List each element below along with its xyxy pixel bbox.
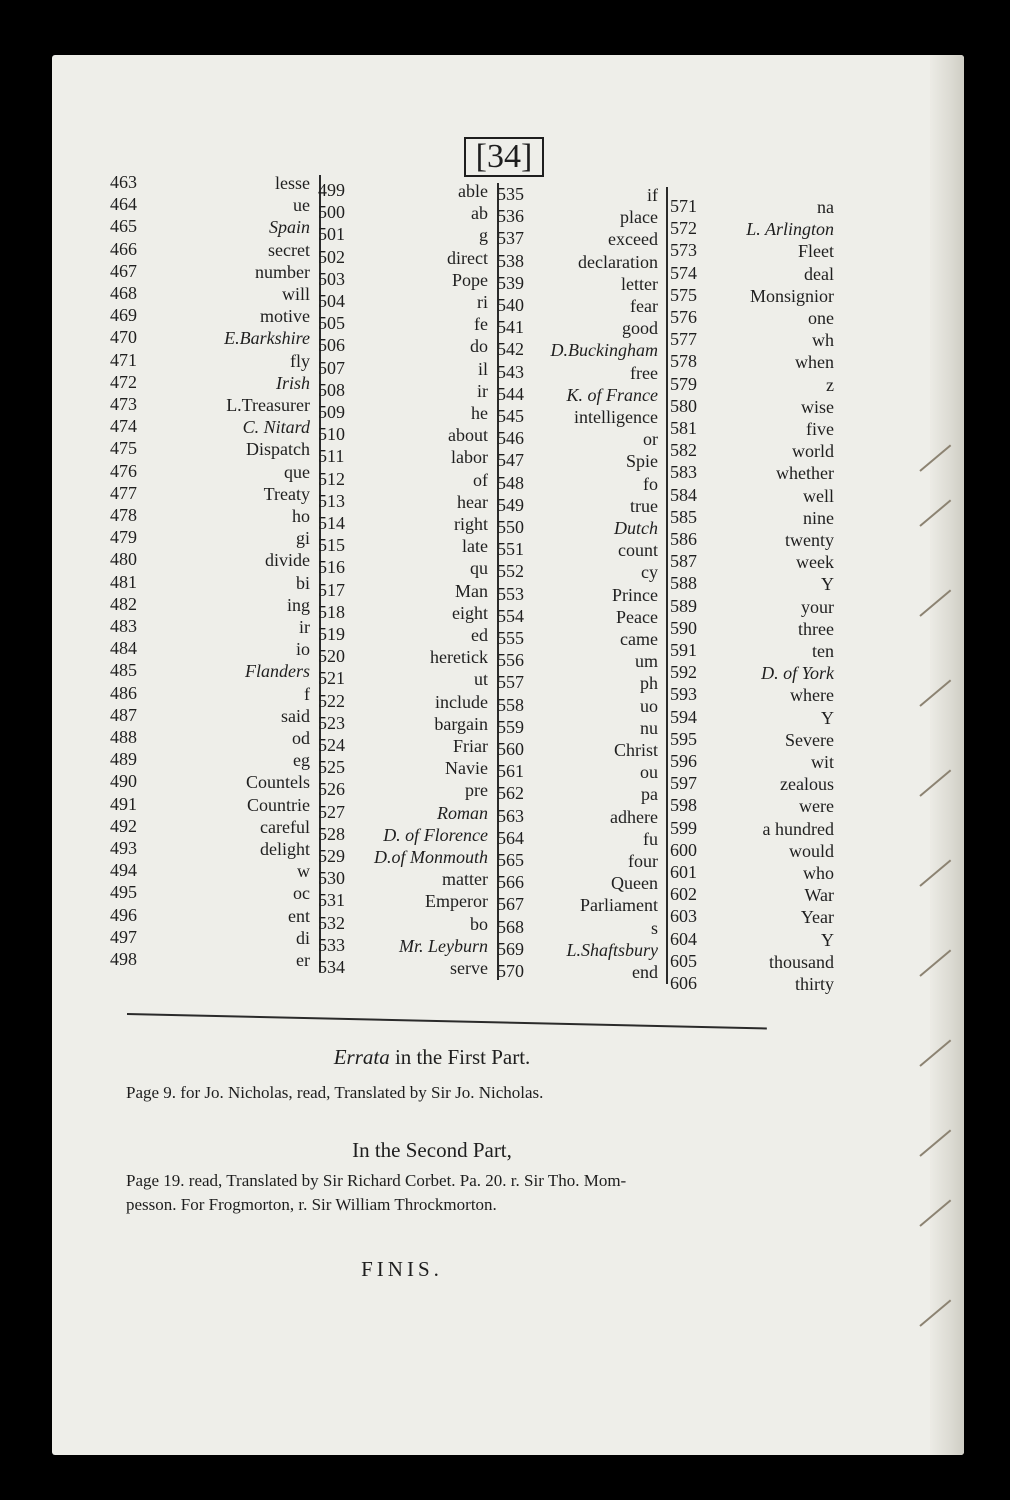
cipher-word: Severe <box>785 729 834 750</box>
cipher-number: 590 <box>670 617 697 638</box>
cipher-number: 497 <box>110 926 137 947</box>
cipher-word: Emperor <box>425 891 488 912</box>
cipher-number: 490 <box>110 771 137 792</box>
cipher-number: 534 <box>318 957 345 977</box>
cipher-number: 518 <box>318 601 345 622</box>
cipher-number: 596 <box>670 751 697 771</box>
cipher-word: matter <box>442 869 488 890</box>
cipher-number: 554 <box>497 605 524 626</box>
cipher-number: 482 <box>110 593 137 614</box>
cipher-word: D.of Monmouth <box>374 847 488 867</box>
cipher-word: wit <box>810 752 834 772</box>
cipher-number: 505 <box>318 313 345 334</box>
cipher-word: wh <box>812 330 834 351</box>
second-part-heading: In the Second Part, <box>352 1138 512 1162</box>
cipher-word: motive <box>260 306 310 327</box>
cipher-number: 582 <box>670 440 697 461</box>
cipher-number: 473 <box>110 394 137 414</box>
cipher-word: whether <box>776 463 834 484</box>
cipher-word: able <box>458 181 488 201</box>
cipher-word: eg <box>293 750 310 771</box>
cipher-number: 525 <box>318 757 345 778</box>
cipher-number: 528 <box>318 823 345 844</box>
cipher-number: 573 <box>670 240 697 261</box>
cipher-word: Y <box>821 929 834 950</box>
cipher-number: 467 <box>110 260 137 281</box>
cipher-number: 538 <box>497 250 524 271</box>
cipher-number: 547 <box>497 450 524 471</box>
cipher-word: Y <box>821 707 834 728</box>
cipher-word: Irish <box>275 372 310 393</box>
cipher-number: 481 <box>110 571 137 592</box>
cipher-number: 564 <box>497 827 524 848</box>
cipher-number: 515 <box>318 535 345 556</box>
cipher-number: 589 <box>670 595 697 616</box>
cipher-number: 549 <box>497 494 524 515</box>
cipher-word: ir <box>477 380 488 401</box>
cipher-word: Spie <box>625 451 658 472</box>
cipher-word: adhere <box>610 806 658 827</box>
cipher-number: 480 <box>110 549 137 570</box>
cipher-word: Y <box>821 574 834 595</box>
cipher-number: 491 <box>110 793 137 814</box>
cipher-number: 600 <box>670 839 697 860</box>
cipher-number: 569 <box>497 938 524 959</box>
cipher-number: 486 <box>110 682 137 703</box>
cipher-word: Monsignior <box>749 285 834 306</box>
cipher-number: 503 <box>318 268 345 289</box>
cipher-word: bi <box>295 572 310 593</box>
cipher-number: 566 <box>497 872 524 893</box>
cipher-word: Roman <box>437 802 488 823</box>
errata-line-1: Page 9. for Jo. Nicholas, read, Translated by Sir Jo. Nicholas. <box>126 1083 544 1102</box>
cipher-word: will <box>281 284 310 304</box>
cipher-word: deal <box>804 263 834 284</box>
cipher-word: pre <box>465 780 488 801</box>
cipher-number: 552 <box>497 561 524 582</box>
cipher-word: declaration <box>578 251 658 272</box>
cipher-word: place <box>620 207 658 228</box>
cipher-word: Dispatch <box>246 439 310 460</box>
cipher-word: letter <box>621 273 658 294</box>
cipher-number: 542 <box>497 339 524 360</box>
cipher-number: 470 <box>110 327 137 348</box>
cipher-number: 592 <box>670 662 697 683</box>
cipher-word: true <box>630 495 658 516</box>
cipher-word: ten <box>812 641 834 661</box>
cipher-number: 545 <box>497 406 524 426</box>
cipher-word: of <box>473 469 488 490</box>
cipher-word: ph <box>640 673 658 694</box>
cipher-number: 553 <box>497 583 524 604</box>
cipher-word: gi <box>295 528 310 549</box>
cipher-word: fu <box>643 828 658 849</box>
cipher-word: w <box>297 861 310 882</box>
cipher-word: cy <box>641 562 658 583</box>
cipher-number: 568 <box>497 916 524 937</box>
cipher-number: 478 <box>110 505 137 525</box>
cipher-number: 562 <box>497 783 524 804</box>
cipher-number: 540 <box>497 295 524 315</box>
cipher-word: uo <box>640 695 658 716</box>
cipher-word: four <box>628 851 658 871</box>
cipher-number: 578 <box>670 351 697 372</box>
cipher-word: good <box>622 318 658 339</box>
cipher-word: nine <box>803 507 834 528</box>
cipher-word: three <box>798 618 834 639</box>
cipher-word: ed <box>471 625 488 645</box>
cipher-word: were <box>799 796 834 817</box>
cipher-number: 521 <box>318 668 345 689</box>
cipher-word: Christ <box>613 740 658 760</box>
cipher-word: fo <box>643 473 658 494</box>
cipher-word: one <box>808 308 834 328</box>
cipher-word: bargain <box>434 713 488 734</box>
cipher-number: 471 <box>110 349 137 370</box>
cipher-word: E.Barkshire <box>224 328 310 349</box>
cipher-word: zealous <box>780 774 834 795</box>
cipher-number: 500 <box>318 202 345 223</box>
cipher-number: 576 <box>670 307 697 327</box>
cipher-word: il <box>477 358 488 379</box>
cipher-word: twenty <box>785 530 834 550</box>
cipher-word: came <box>620 629 658 649</box>
cipher-number: 496 <box>110 904 137 925</box>
cipher-number: 555 <box>497 628 524 648</box>
cipher-number: 509 <box>318 402 345 422</box>
cipher-number: 506 <box>318 335 345 356</box>
errata-line-2: Page 19. read, Translated by Sir Richard Corbet. Pa. 20. r. Sir Tho. Mom- <box>126 1171 627 1190</box>
cipher-number: 483 <box>110 616 137 636</box>
cipher-word: D. of York <box>761 663 834 684</box>
cipher-number: 605 <box>670 950 697 971</box>
cipher-word: bo <box>470 913 488 934</box>
cipher-word: Year <box>800 907 834 928</box>
cipher-number: 574 <box>670 262 697 283</box>
cipher-word: Friar <box>453 736 488 756</box>
cipher-word: ing <box>286 594 310 615</box>
cipher-word: fly <box>290 350 310 371</box>
cipher-number: 531 <box>318 890 345 911</box>
cipher-word: would <box>789 840 834 861</box>
cipher-number: 558 <box>497 694 524 715</box>
errata-line-3: pesson. For Frogmorton, r. Sir William Throckmorton. <box>126 1195 497 1214</box>
cipher-word: Spain <box>268 217 310 238</box>
cipher-number: 570 <box>497 961 524 981</box>
cipher-word: s <box>650 917 658 938</box>
cipher-number: 479 <box>110 527 137 548</box>
cipher-word: Navie <box>445 758 488 779</box>
table-divider <box>127 1013 767 1030</box>
cipher-number: 519 <box>318 624 345 644</box>
cipher-number: 604 <box>670 928 697 949</box>
cipher-number: 580 <box>670 395 697 416</box>
cipher-word: late <box>462 536 488 557</box>
cipher-word: hear <box>457 491 488 512</box>
cipher-number: 524 <box>318 735 345 755</box>
cipher-word: who <box>803 863 834 883</box>
cipher-word: said <box>281 705 310 726</box>
cipher-word: he <box>471 403 488 423</box>
cipher-word: ent <box>288 905 310 926</box>
cipher-number: 585 <box>670 506 697 527</box>
cipher-word: Prince <box>612 584 658 605</box>
cipher-word: count <box>618 540 658 561</box>
cipher-word: number <box>255 261 310 282</box>
cipher-number: 544 <box>497 383 524 404</box>
cipher-word: secret <box>268 239 310 260</box>
cipher-word: ab <box>471 203 488 224</box>
cipher-number: 499 <box>318 180 345 200</box>
cipher-number: 537 <box>497 228 524 249</box>
cipher-number: 543 <box>497 361 524 382</box>
cipher-number: 601 <box>670 862 697 882</box>
cipher-word: Dutch <box>614 518 658 538</box>
cipher-number: 533 <box>318 934 345 955</box>
cipher-word: divide <box>265 550 310 571</box>
cipher-number: 502 <box>318 246 345 267</box>
cipher-number: 510 <box>318 424 345 445</box>
cipher-number: 599 <box>670 817 697 838</box>
cipher-word: ou <box>640 762 658 783</box>
cipher-number: 606 <box>670 973 697 993</box>
cipher-word: exceed <box>608 229 658 250</box>
cipher-word: C. Nitard <box>242 417 310 438</box>
finis: FINIS. <box>361 1257 443 1281</box>
cipher-number: 527 <box>318 801 345 822</box>
cipher-word: fe <box>474 314 488 335</box>
cipher-word: eight <box>452 602 488 623</box>
cipher-word: oc <box>293 883 310 904</box>
cipher-number: 508 <box>318 379 345 400</box>
cipher-number: 494 <box>110 860 137 881</box>
cipher-number: 465 <box>110 216 137 237</box>
cipher-number: 583 <box>670 462 697 483</box>
cipher-word: ri <box>477 292 488 312</box>
cipher-word: io <box>295 639 310 660</box>
cipher-number: 577 <box>670 329 697 350</box>
cipher-word: intelligence <box>574 407 658 427</box>
cipher-number: 561 <box>497 761 524 782</box>
cipher-word: Treaty <box>263 483 310 504</box>
cipher-word: g <box>479 225 488 246</box>
cipher-number: 514 <box>318 513 345 533</box>
cipher-word: thousand <box>769 951 834 972</box>
cipher-number: 512 <box>318 468 345 489</box>
cipher-number: 595 <box>670 728 697 749</box>
cipher-number: 477 <box>110 482 137 503</box>
cipher-number: 594 <box>670 706 697 727</box>
cipher-number: 516 <box>318 557 345 578</box>
cipher-number: 551 <box>497 539 524 560</box>
cipher-number: 591 <box>670 640 697 660</box>
cipher-number: 529 <box>318 846 345 866</box>
cipher-number: 523 <box>318 712 345 733</box>
cipher-word: about <box>448 425 488 446</box>
errata-heading: Errata in the First Part. <box>333 1045 531 1069</box>
cipher-number: 536 <box>497 206 524 227</box>
cipher-word: week <box>796 552 834 573</box>
cipher-word: a hundred <box>762 818 834 839</box>
cipher-word: lesse <box>275 173 310 193</box>
cipher-number: 587 <box>670 551 697 572</box>
cipher-word: ue <box>293 195 310 216</box>
cipher-word: end <box>632 962 658 982</box>
cipher-number: 492 <box>110 815 137 836</box>
cipher-number: 539 <box>497 272 524 293</box>
cipher-number: 487 <box>110 704 137 725</box>
cipher-number: 522 <box>318 690 345 711</box>
cipher-word: z <box>826 374 834 395</box>
cipher-word: Man <box>455 580 488 601</box>
cipher-number: 586 <box>670 529 697 549</box>
cipher-word: right <box>454 514 488 534</box>
cipher-word: qu <box>470 558 488 579</box>
cipher-number: 484 <box>110 638 137 659</box>
cipher-number: 563 <box>497 805 524 826</box>
cipher-number: 602 <box>670 884 697 905</box>
cipher-number: 475 <box>110 438 137 459</box>
cipher-word: fear <box>630 296 658 316</box>
cipher-word: include <box>435 691 488 712</box>
cipher-number: 485 <box>110 660 137 681</box>
cipher-number: 468 <box>110 283 137 303</box>
cipher-number: 463 <box>110 172 137 192</box>
cipher-number: 469 <box>110 305 137 326</box>
cipher-word: five <box>806 419 834 439</box>
cipher-number: 559 <box>497 716 524 737</box>
cipher-word: direct <box>447 247 488 268</box>
cipher-word: Pope <box>452 269 488 290</box>
cipher-number: 501 <box>318 224 345 245</box>
cipher-word: ut <box>473 669 488 690</box>
cipher-word: labor <box>451 447 488 468</box>
cipher-word: um <box>634 651 658 672</box>
cipher-number: 466 <box>110 238 137 259</box>
cipher-word: heretick <box>430 647 488 668</box>
cipher-word: War <box>804 885 834 906</box>
cipher-word: er <box>296 950 310 970</box>
cipher-word: careful <box>260 816 310 837</box>
cipher-number: 584 <box>670 484 697 505</box>
cipher-number: 517 <box>318 579 345 600</box>
cipher-number: 557 <box>497 672 524 693</box>
cipher-word: Fleet <box>798 241 834 262</box>
cipher-word: na <box>817 197 834 217</box>
cipher-word: L. Arlington <box>746 219 834 240</box>
cipher-number: 489 <box>110 749 137 770</box>
cipher-word: L.Treasurer <box>226 395 310 415</box>
cipher-number: 548 <box>497 472 524 493</box>
cipher-word: if <box>647 185 658 205</box>
cipher-word: ir <box>299 617 310 637</box>
cipher-number: 513 <box>318 490 345 511</box>
cipher-number: 581 <box>670 418 697 438</box>
cipher-word: ho <box>292 506 310 526</box>
cipher-number: 495 <box>110 882 137 903</box>
cipher-word: Parliament <box>580 895 658 916</box>
cipher-number: 530 <box>318 868 345 889</box>
cipher-number: 493 <box>110 838 137 858</box>
cipher-number: 532 <box>318 912 345 933</box>
cipher-number: 526 <box>318 779 345 800</box>
cipher-number: 550 <box>497 517 524 537</box>
book-page <box>52 55 964 1455</box>
cipher-number: 571 <box>670 196 697 216</box>
page-binding-edge <box>930 55 964 1455</box>
cipher-word: your <box>801 596 834 617</box>
cipher-word: Mr. Leyburn <box>399 935 488 956</box>
cipher-word: que <box>284 461 310 482</box>
cipher-word: wise <box>801 396 834 417</box>
cipher-number: 572 <box>670 218 697 239</box>
cipher-word: pa <box>641 784 658 805</box>
cipher-number: 507 <box>318 357 345 378</box>
page-number: [34] <box>464 137 544 177</box>
cipher-word: Countrie <box>247 794 310 815</box>
cipher-word: Countels <box>245 772 310 793</box>
cipher-number: 535 <box>497 184 524 204</box>
cipher-number: 556 <box>497 650 524 671</box>
cipher-word: well <box>803 485 834 506</box>
cipher-word: delight <box>260 839 310 859</box>
cipher-number: 464 <box>110 194 137 215</box>
cipher-number: 603 <box>670 906 697 927</box>
cipher-word: serve <box>450 958 488 978</box>
cipher-number: 579 <box>670 373 697 394</box>
cipher-number: 488 <box>110 727 137 747</box>
cipher-number: 575 <box>670 284 697 305</box>
cipher-word: world <box>792 441 834 462</box>
cipher-word: f <box>304 683 310 704</box>
cipher-word: when <box>795 352 834 373</box>
cipher-number: 476 <box>110 460 137 481</box>
cipher-word: do <box>470 336 488 357</box>
cipher-word: or <box>643 429 658 450</box>
cipher-word: D.Buckingham <box>550 340 658 361</box>
cipher-number: 567 <box>497 894 524 915</box>
cipher-word: where <box>790 685 834 706</box>
cipher-word: K. of France <box>566 384 658 405</box>
cipher-word: od <box>292 728 310 748</box>
cipher-word: Flanders <box>245 661 310 682</box>
cipher-number: 474 <box>110 416 137 437</box>
cipher-number: 511 <box>318 446 345 467</box>
cipher-word: D. of Florence <box>383 824 488 845</box>
cipher-number: 598 <box>670 795 697 816</box>
cipher-word: Queen <box>611 873 658 894</box>
cipher-number: 597 <box>670 773 697 794</box>
cipher-number: 560 <box>497 739 524 759</box>
cipher-number: 546 <box>497 428 524 449</box>
cipher-number: 565 <box>497 850 524 870</box>
cipher-word: Peace <box>616 606 658 627</box>
cipher-number: 520 <box>318 646 345 667</box>
cipher-number: 504 <box>318 291 345 311</box>
cipher-number: 472 <box>110 371 137 392</box>
cipher-word: L.Shaftsbury <box>566 939 658 960</box>
cipher-number: 498 <box>110 949 137 969</box>
cipher-number: 541 <box>497 317 524 338</box>
cipher-number: 588 <box>670 573 697 594</box>
cipher-word: thirty <box>795 974 834 994</box>
cipher-number: 593 <box>670 684 697 705</box>
cipher-word: nu <box>640 717 658 738</box>
cipher-word: free <box>630 362 658 383</box>
cipher-word: di <box>295 927 310 948</box>
